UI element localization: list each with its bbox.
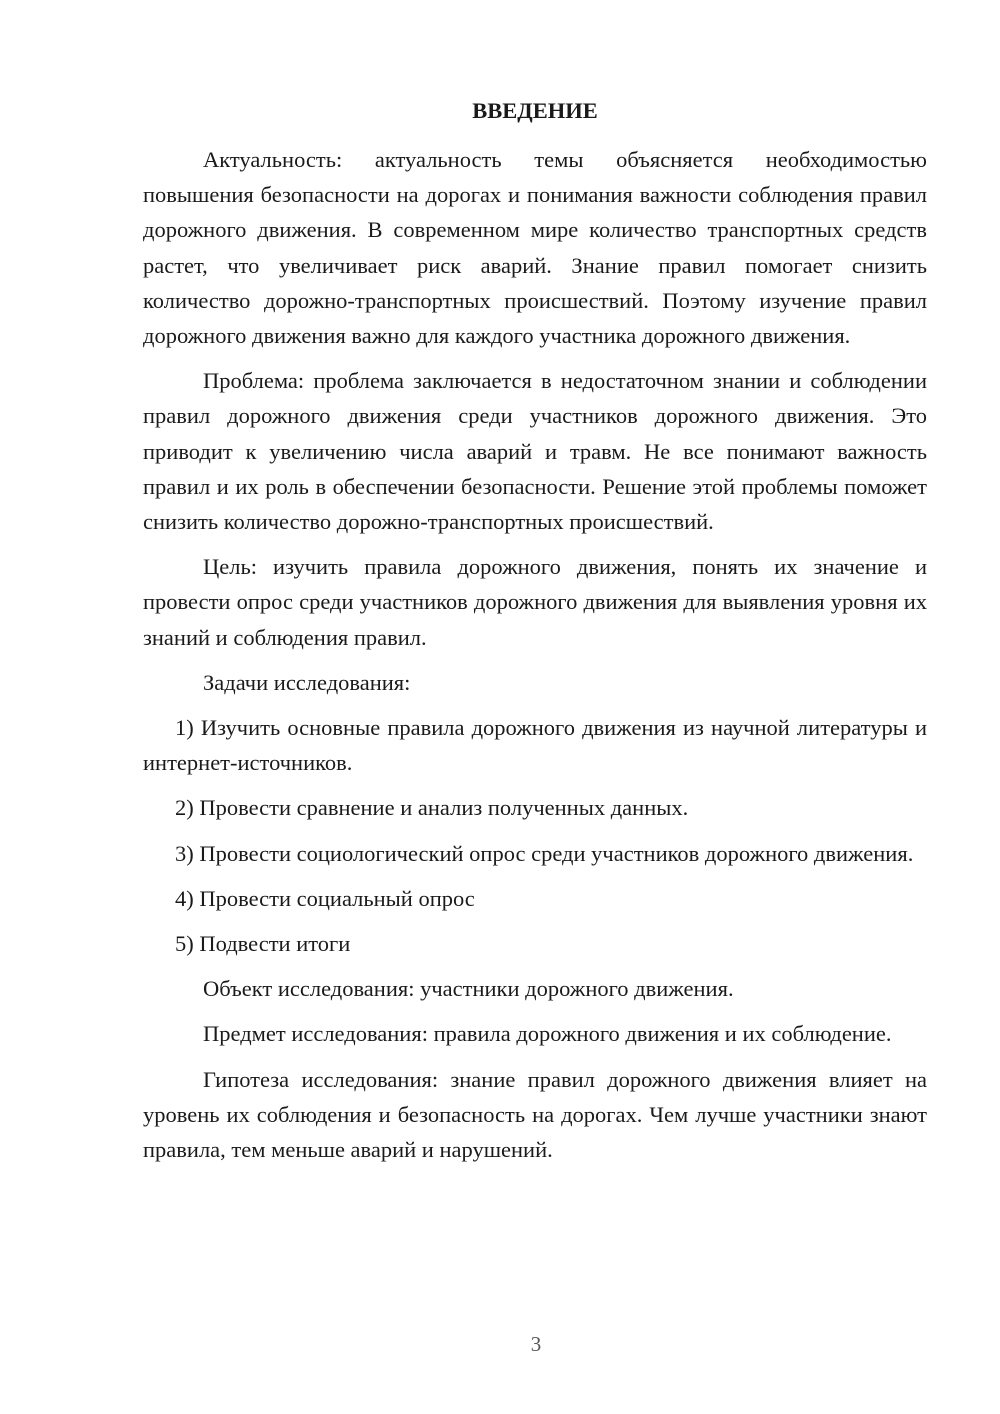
task-item-1: 1) Изучить основные правила дорожного движения из научной литературы и интернет-источников. (143, 715, 927, 776)
task-item-5: 5) Подвести итоги (175, 931, 351, 957)
paragraph-problem: Проблема: проблема заключается в недостаточном знании и соблюдении правил дорожного движения среди участников дорожного движения. Это приводит к увеличению числа аварий и травм. Не все понимают важность правил и их роль в обеспечении безопасности. Решение этой проблемы поможет снизить количество дорожно-транспортных происшествий. (143, 368, 927, 535)
tasks-heading: Задачи исследования: (203, 669, 411, 695)
task-item-2: 2) Провести сравнение и анализ полученных данных. (175, 795, 689, 821)
paragraph-subject: Предмет исследования: правила дорожного движения и их соблюдение. (203, 1021, 892, 1047)
paragraph-relevance: Актуальность: актуальность темы объясняется необходимостью повышения безопасности на дорогах и понимания важности соблюдения правил дорожного движения. В современном мире количество транспортных средств растет, что увеличивает риск аварий. Знание правил помогает снизить количество дорожно-транспортных происшествий. Поэтому изучение правил дорожного движения важно для каждого участника дорожного движения. (143, 147, 927, 349)
task-item-3: 3) Провести социологический опрос среди участников дорожного движения. (175, 840, 914, 866)
paragraph-object: Объект исследования: участники дорожного движения. (203, 976, 734, 1002)
paragraph-goal: Цель: изучить правила дорожного движения, понять их значение и провести опрос среди участников дорожного движения для выявления уровня их знаний и соблюдения правил. (143, 554, 927, 650)
paragraph-hypothesis: Гипотеза исследования: знание правил дорожного движения влияет на уровень их соблюдения и безопасность на дорогах. Чем лучше участники знают правила, тем меньше аварий и нарушений. (143, 1066, 927, 1163)
document-body (143, 93, 927, 1177)
page-number: 3 (530, 1332, 542, 1356)
section-title: ВВЕДЕНИЕ (472, 98, 598, 123)
task-item-4: 4) Провести социальный опрос (175, 885, 475, 911)
